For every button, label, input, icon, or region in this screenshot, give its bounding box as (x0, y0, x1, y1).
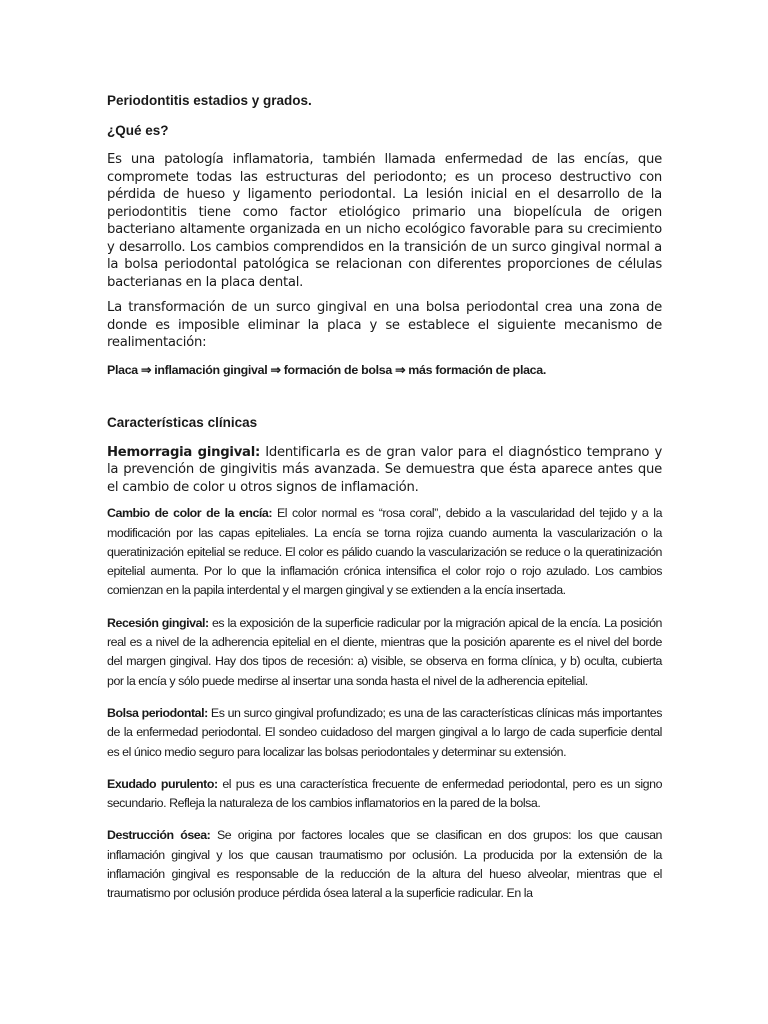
section-exudate (107, 775, 662, 814)
section-bleeding (107, 444, 662, 497)
section-text: El color normal es “rosa coral”, debido a la vascularidad del tejido y a la modificación por las capas epiteliales. La encía se torna rojiza cuando aumenta la vascularización o la queratinización epitelial se reduce. El color es pálido cuando la vascularización se reduce o la queratinización epitelial aumenta. Por lo que la inflamación crónica intensifica el color rojo o rojo azulado. Los cambios comienzan en la papila interdental y el margen gingival y se extienden a la encía insertada. (107, 506, 663, 598)
section-text: es la exposición de la superficie radicular por la migración apical de la encía. La posición real es a nivel de la adherencia epitelial en el diente, mientras que la posición aparente es el nivel del borde del margen gingival. Hay dos tipos de recesión: a) visible, se observa en forma clínica, y b) oculta, cubierta por la encía y sólo puede medirse al insertar una sonda hasta el nivel de la adherencia epitelial. (107, 615, 662, 688)
section-term: Destrucción ósea: (107, 828, 211, 843)
section-text: Es un surco gingival profundizado; es una de las características clínicas más importantes de la enfermedad periodontal. El sondeo cuidadoso del margen gingival a lo largo de cada superficie dental es el único medio seguro para localizar las bolsas periodontales y determinar su extensión. (107, 705, 662, 759)
section-recession (107, 614, 662, 691)
feedback-paragraph: La transformación de un surco gingival en una bolsa periodontal crea una zona de donde es imposible eliminar la placa y se establece el siguiente mecanismo de realimentación: (107, 300, 662, 350)
section-term: Bolsa periodontal: (107, 705, 208, 720)
plaque-cycle: Placa ⇒ inflamación gingival ⇒ formación de bolsa ⇒ más formación de placa. (107, 362, 547, 377)
section-text: Se origina por factores locales que se clasifican en dos grupos: los que causan inflamación gingival y los que causan traumatismo por oclusión. La producida por la extensión de la inflamación gingival es responsable de la reducción de la altura del hueso alveolar, mientras que el traumatismo por oclusión produce pérdida ósea lateral a la superficie radicular. En la (107, 828, 662, 901)
question-heading: ¿Qué es? (107, 123, 169, 138)
intro-paragraph: Es una patología inflamatoria, también llamada enfermedad de las encías, que compromete todas las estructuras del periodonto; es un proceso destructivo con pérdida de hueso y ligamento periodontal. La lesión inicial en el desarrollo de la periodontitis tiene como factor etiológico primario una biopelícula de origen bacteriano altamente organizada en un nicho ecológico favorable para su crecimiento y desarrollo. Los cambios comprendidos en la transición de un surco gingival normal a la bolsa periodontal patológica se relacionan con diferentes proporciones de células bacterianas en la placa dental. (107, 152, 662, 290)
section-term: Recesión gingival: (107, 615, 209, 630)
section-term: Exudado purulento: (107, 776, 218, 791)
section-term: Cambio de color de la encía: (107, 506, 273, 521)
section-text: el pus es una característica frecuente de enfermedad periodontal, pero es un signo secundario. Refleja la naturaleza de los cambios inflamatorios en la pared de la bolsa. (107, 776, 663, 811)
section-heading: Características clínicas (107, 414, 258, 430)
section-term: Hemorragia gingival: (107, 444, 260, 460)
section-pocket (107, 704, 662, 762)
section-text: Identificarla es de gran valor para el diagnóstico temprano y la prevención de gingivitis más avanzada. Se demuestra que ésta aparece antes que el cambio de color u otros signos de inflamación. (107, 444, 662, 495)
document-body (107, 90, 662, 904)
document-title: Periodontitis estadios y grados. (107, 93, 312, 108)
section-color-change (107, 504, 662, 600)
section-bone-loss (107, 826, 662, 903)
